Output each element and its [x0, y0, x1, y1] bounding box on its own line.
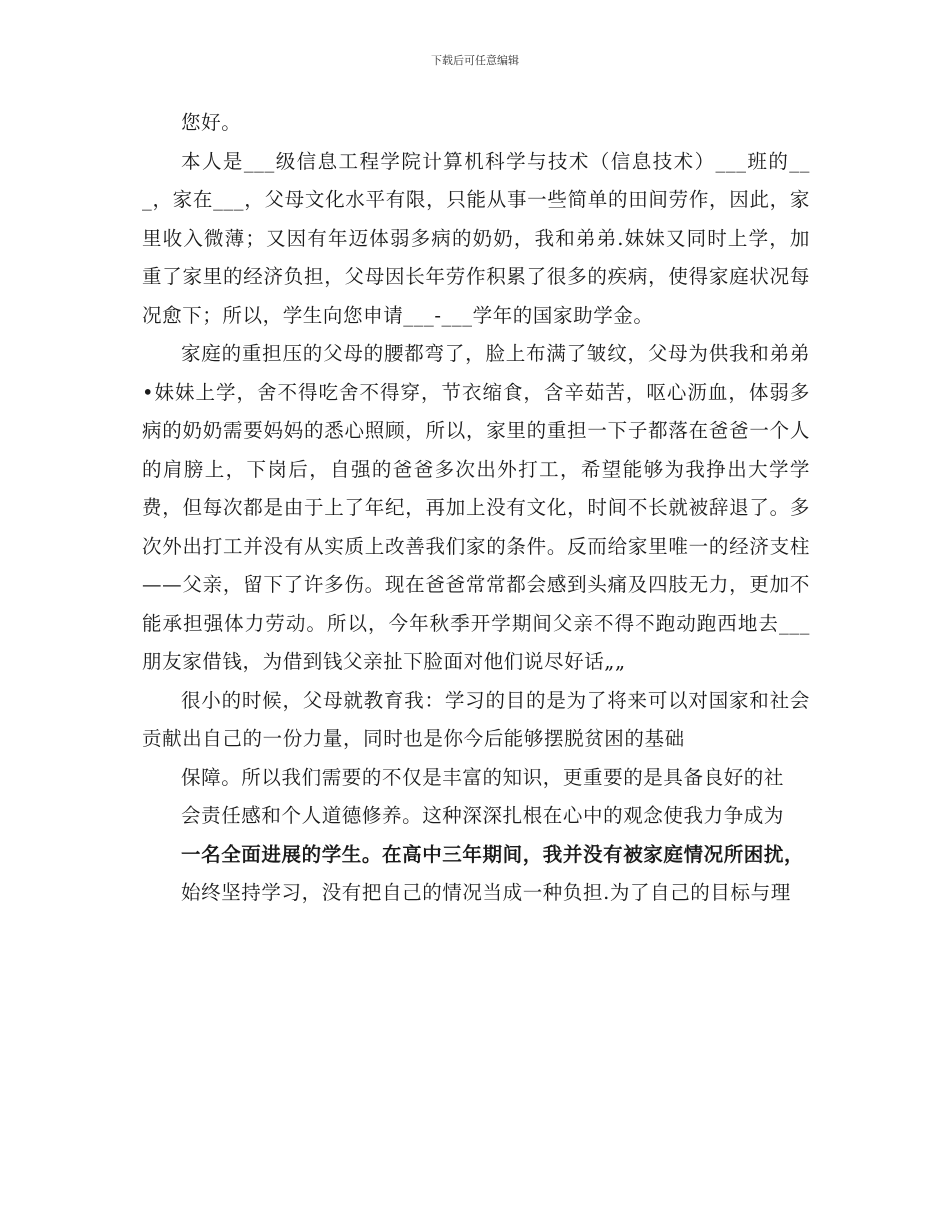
paragraph-greeting: 您好。: [181, 111, 242, 134]
paragraph-fragment-2: 会责任感和个人道德修养。这种深深扎根在心中的观念使我力争成为: [181, 804, 785, 827]
document-body: [142, 104, 810, 913]
paragraph-introduction: 本人是___级信息工程学院计算机科学与技术（信息技术）___班的___，家在___，父母文化水平有限，只能从事一些简单的田间劳作，因此，家里收入微薄；又因有年迈体弱多病的奶奶，我和弟弟.妹妹又同时上学，加重了家里的经济负担，父母因长年劳作积累了很多的疾病，使得家庭状况每况愈下；所以，学生向您申请___-___学年的国家助学金。: [142, 149, 810, 327]
paragraph-fragment-bold: 一名全面进展的学生。在高中三年期间，我并没有被家庭情况所困扰，: [181, 842, 805, 866]
paragraph-family-burden: 家庭的重担压的父母的腰都弯了，脸上布满了皱纹，父母为供我和弟弟•妹妹上学，舍不得吃舍不得穿，节衣缩食，含辛茹苦，呕心沥血，体弱多病的奶奶需要妈妈的悉心照顾，所以，家里的重担一下子都落在爸爸一个人的肩膀上，下岗后，自强的爸爸多次出外打工，希望能够为我挣出大学学费，但每次都是由于上了年纪，再加上没有文化，时间不长就被辞退了。多次外出打工并没有从实质上改善我们家的条件。反而给家里唯一的经济支柱——父亲，留下了许多伤。现在爸爸常常都会感到头痛及四肢无力，更加不能承担强体力劳动。所以，今年秋季开学期间父亲不得不跑动跑西地去___朋友家借钱，为借到钱父亲扯下脸面对他们说尽好话„„: [142, 342, 810, 673]
paragraph-fragment-1: 保障。所以我们需要的不仅是丰富的知识，更重要的是具备良好的社: [181, 765, 785, 789]
paragraph-fragment-3: 始终坚持学习，没有把自己的情况当成一种负担.为了自己的目标与理: [181, 881, 791, 904]
paragraph-education: 很小的时候，父母就教育我：学习的目的是为了将来可以对国家和社会贡献出自己的一份力量，同时也是你今后能够摆脱贫困的基础: [142, 688, 810, 750]
page-header: 下载后可任意编辑: [431, 54, 519, 67]
